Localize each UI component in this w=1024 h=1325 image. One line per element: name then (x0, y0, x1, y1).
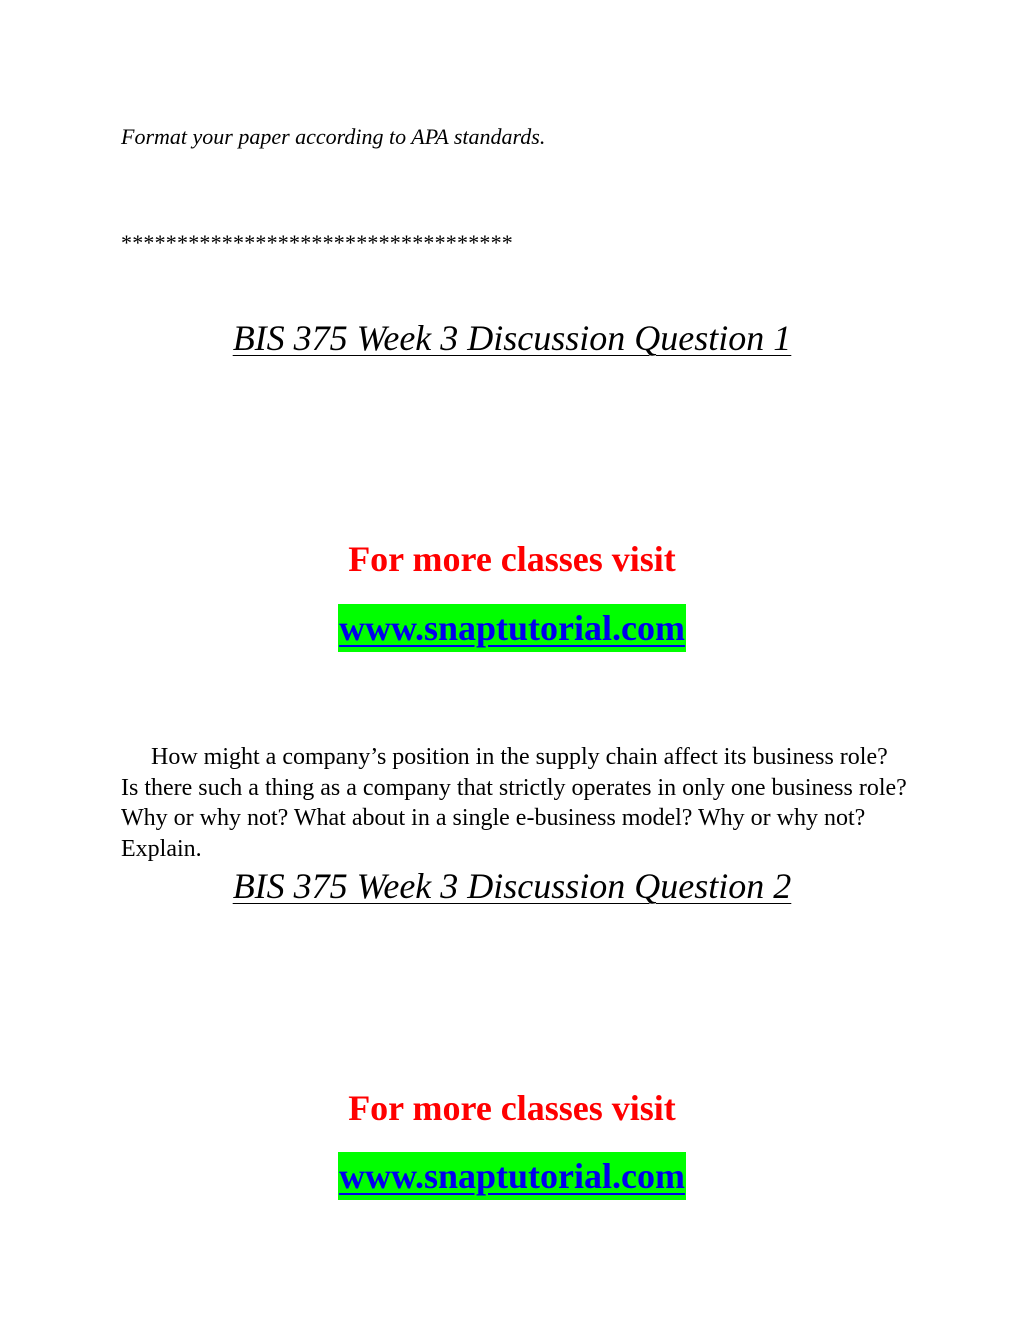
question-1-text: How might a company’s position in the supply chain affect its business role? Is there such a thing as a company that strictly operates in only one business role? Why or why not? What about in a single e-business model? Why or why not? Explain. (121, 744, 907, 862)
snaptutorial-link[interactable]: www.snaptutorial.com (338, 1152, 686, 1200)
apa-format-note: Format your paper according to APA standards. (121, 124, 546, 149)
promo-link-container (0, 604, 1024, 652)
asterisk-separator: *********************************** (121, 230, 513, 255)
promo-link-container (0, 1152, 1024, 1200)
snaptutorial-link[interactable]: www.snaptutorial.com (338, 604, 686, 652)
promo-text: For more classes visit (348, 1088, 676, 1128)
discussion-question-1-heading: BIS 375 Week 3 Discussion Question 1 (232, 318, 792, 358)
discussion-question-2-heading: BIS 375 Week 3 Discussion Question 2 (232, 866, 792, 906)
promo-text: For more classes visit (348, 539, 676, 579)
